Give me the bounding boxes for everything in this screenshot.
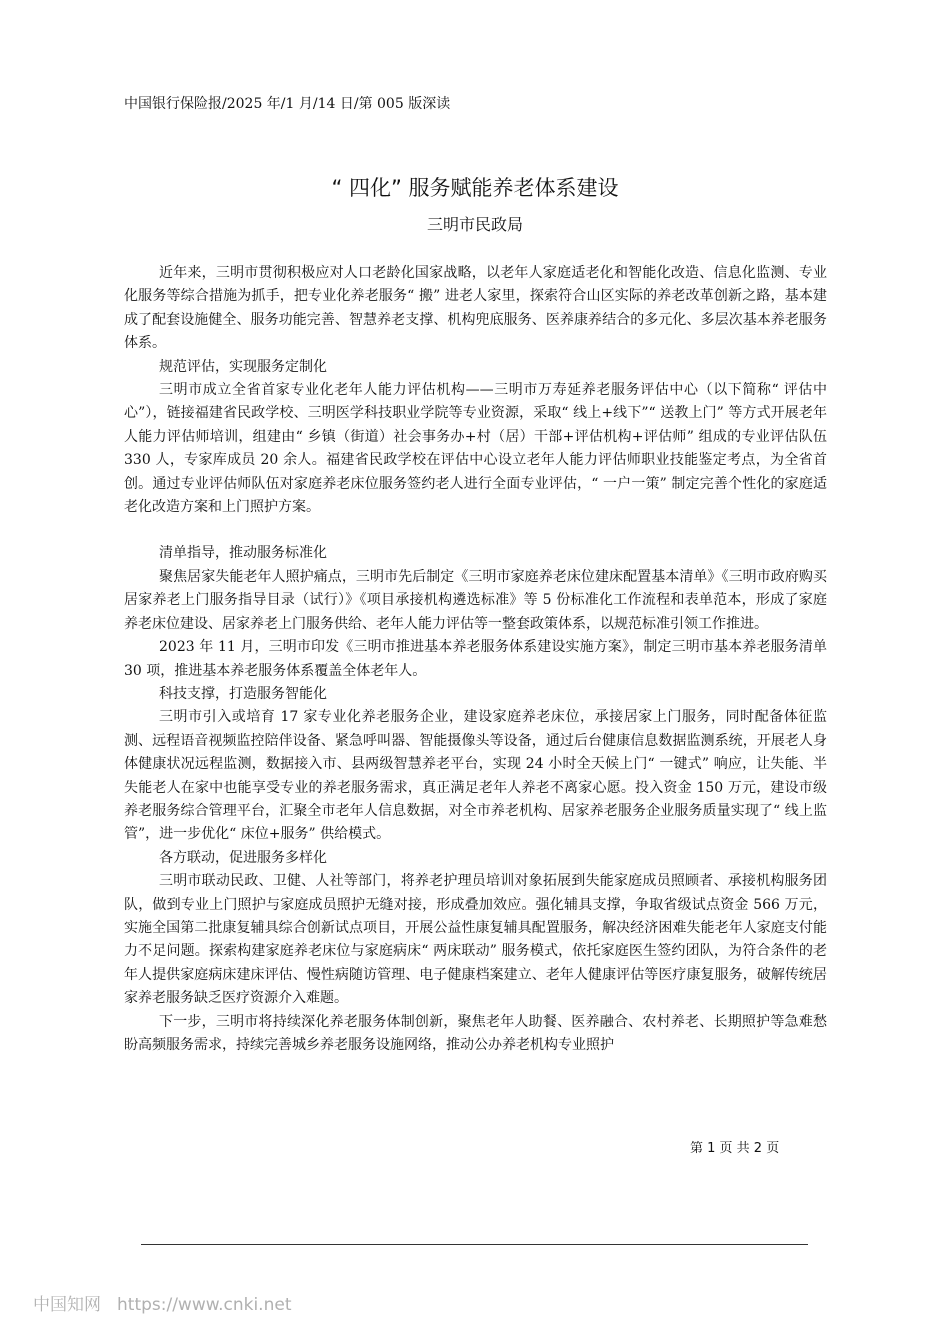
watermark-url: https://www.cnki.net xyxy=(117,1295,292,1315)
paragraph-blank xyxy=(124,519,827,542)
paragraph: 2023 年 11 月，三明市印发《三明市推进基本养老服务体系建设实施方案》，制定三明市基本养老服务清单 30 项，推进基本养老服务体系覆盖全体老年人。 xyxy=(124,639,827,679)
paragraph: 三明市成立全省首家专业化老年人能力评估机构——三明市万寿延养老服务评估中心（以下简称“ 评估中心”），链接福建省民政学校、三明医学科技职业学院等专业资源，采取“ 线上+线下”“ 送教上门” 等方式开展老年人能力评估师培训，组建由“ 乡镇（街道）社会事务办+村（居）干部+评估机构+评估师” 组成的专业评估队伍 330 人，专家库成员 20 余人。福建省民政学校在评估中心设立老年人能力评估师职业技能鉴定考点，为全省首创。通过专业评估师队伍对家庭养老床位服务签约老人进行全面专业评估，“ 一户一策” 制定完善个性化的家庭适老化改造方案和上门照护方案。 xyxy=(124,382,827,516)
paragraph: 聚焦居家失能老年人照护痛点，三明市先后制定《三明市家庭养老床位建床配置基本清单》《三明市政府购买居家养老上门服务指导目录（试行）》《项目承接机构遴选标准》等 5 份标准化工作流程和表单范本，形成了家庭养老床位建设、居家养老上门服务供给、老年人能力评估等一整套政策体系，以规范标准引领工作推进。 xyxy=(124,568,827,632)
section-heading: 各方联动，促进服务多样化 xyxy=(159,849,327,866)
paragraph: 下一步，三明市将持续深化养老服务体制创新，聚焦老年人助餐、医养融合、农村养老、长期照护等急难愁盼高频服务需求，持续完善城乡养老服务设施网络，推动公办养老机构专业照护 xyxy=(124,1013,827,1053)
section-heading: 清单指导，推动服务标准化 xyxy=(159,545,327,562)
paragraph: 三明市联动民政、卫健、人社等部门，将养老护理员培训对象拓展到失能家庭成员照顾者、承接机构服务团队，做到专业上门照护与家庭成员照护无缝对接，形成叠加效应。强化辅具支撑，争取省级试点资金 566 万元，实施全国第二批康复辅具综合创新试点项目，开展公益性康复辅具配置服务，解决经济困难失能老年人家庭支付能力不足问题。探索构建家庭养老床位与家庭病床“ 两床联动” 服务模式，依托家庭医生签约团队，为符合条件的老年人提供家庭病床建床评估、慢性病随访管理、电子健康档案建立、老年人健康评估等医疗康复服务，破解传统居家养老服务缺乏医疗资源介入难题。 xyxy=(124,873,827,1007)
article-author: 三明市民政局 xyxy=(426,215,523,234)
footer-divider xyxy=(141,1244,808,1245)
paragraph-intro: 近年来，三明市贯彻积极应对人口老龄化国家战略，以老年人家庭适老化和智能化改造、信息化监测、专业化服务等综合措施为抓手，把专业化养老服务“ 搬” 进老人家里，探索符合山区实际的养老改革创新之路，基本建成了配套设施健全、服务功能完善、智慧养老支撑、机构兜底服务、医养康养结合的多元化、多层次基本养老服务体系。 xyxy=(124,265,827,352)
source-line: 中国银行保险报/2025 年/1 月/14 日/第 005 版深读 xyxy=(124,96,451,112)
watermark-brand: 中国知网 xyxy=(33,1295,101,1315)
paragraph: 三明市引入或培育 17 家专业化养老服务企业，建设家庭养老床位，承接居家上门服务，同时配备体征监测、远程语音视频监控陪伴设备、紧急呼叫器、智能摄像头等设备，通过后台健康信息数据监测系统，开展老人身体健康状况远程监测，数据接入市、县两级智慧养老平台，实现 24 小时全天候上门“ 一键式” 响应，让失能、半失能老人在家中也能享受专业的养老服务需求，真正满足老年人养老不离家心愿。投入资金 150 万元，建设市级养老服务综合管理平台，汇聚全市老年人信息数据，对全市养老机构、居家养老服务企业服务质量实现了“ 线上监管”，进一步优化“ 床位+服务” 供给模式。 xyxy=(124,709,827,843)
cnki-watermark xyxy=(33,1292,333,1318)
article-body xyxy=(124,262,827,1057)
article-title: “ 四化” 服务赋能养老体系建设 xyxy=(331,176,619,201)
section-heading: 规范评估，实现服务定制化 xyxy=(159,358,327,375)
page-number: 第 1 页 共 2 页 xyxy=(690,1141,780,1156)
section-heading: 科技支撑，打造服务智能化 xyxy=(159,685,327,702)
